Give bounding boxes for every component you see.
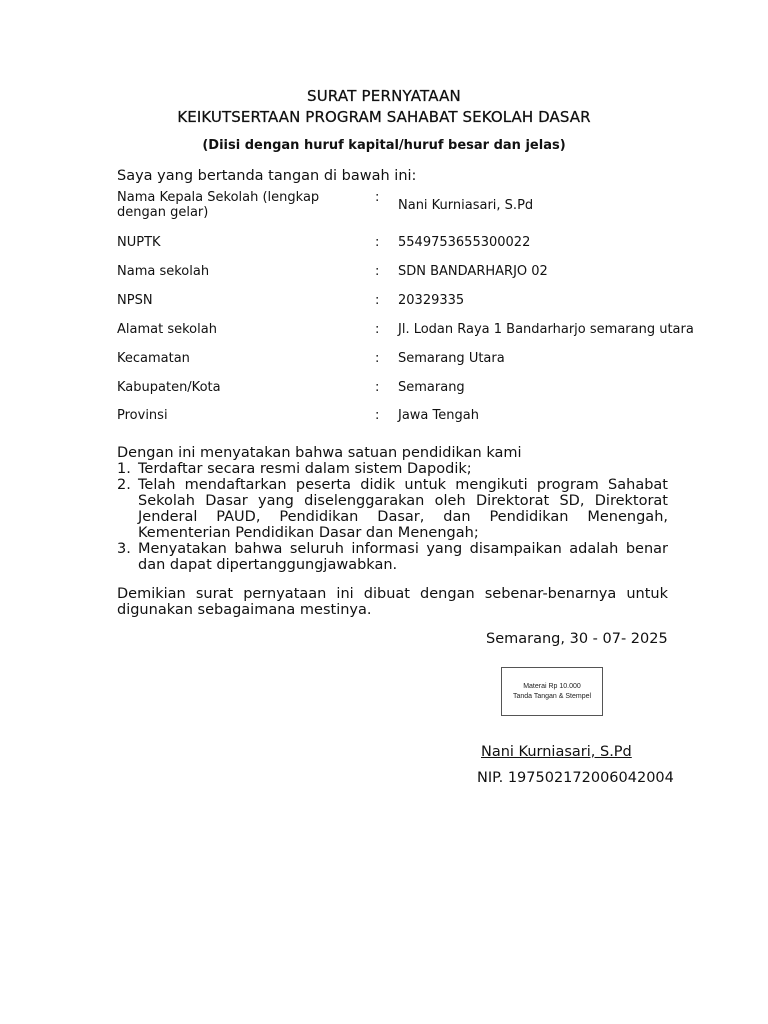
field-label: NUPTK [117,235,161,250]
document-title: SURAT PERNYATAAN [307,87,461,105]
field-colon: : [375,408,380,423]
field-colon: : [375,235,380,250]
field-colon: : [375,190,380,205]
field-colon: : [375,322,380,337]
field-colon: : [375,264,380,279]
stamp-box [501,667,603,716]
intro-text: Saya yang bertanda tangan di bawah ini: [117,168,417,184]
field-value: Jl. Lodan Raya 1 Bandarharjo semarang utara [398,322,694,337]
document-subtitle: KEIKUTSERTAAN PROGRAM SAHABAT SEKOLAH DASAR [177,108,591,126]
statement-number: 1. [117,461,131,477]
signature-stamp-label: Tanda Tangan & Stempel [512,693,592,700]
stamp-duty-label: Materai Rp 10.000 [523,683,581,690]
field-value: SDN BANDARHARJO 02 [398,264,548,279]
fill-instruction: (Diisi dengan huruf kapital/huruf besar dan jelas) [202,138,566,153]
field-label: Alamat sekolah [117,322,217,337]
statement-number: 2. [117,477,131,493]
field-value: 5549753655300022 [398,235,531,250]
field-label: Nama sekolah [117,264,210,279]
field-label: Kecamatan [117,351,190,366]
statement-item [117,461,668,477]
field-value: Nani Kurniasari, S.Pd [398,198,534,213]
statement-text: Terdaftar secara resmi dalam sistem Dapodik; [138,461,472,477]
field-value: Semarang [398,380,465,395]
field-colon: : [375,293,380,308]
statement-item [117,541,668,573]
field-value: Semarang Utara [398,351,505,366]
field-label: NPSN [117,293,153,308]
field-colon: : [375,351,380,366]
closing-paragraph: Demikian surat pernyataan ini dibuat dengan sebenar-benarnya untuk digunakan sebagaimana mestinya. [117,586,668,618]
statement-list [117,461,668,573]
place-date: Semarang, 30 - 07- 2025 [486,631,668,647]
field-label: Provinsi [117,408,168,423]
statement-item [117,477,668,541]
field-colon: : [375,380,380,395]
statement-text: Menyatakan bahwa seluruh informasi yang disampaikan adalah benar dan dapat dipertanggungjawabkan. [138,541,668,573]
statement-text: Telah mendaftarkan peserta didik untuk mengikuti program Sahabat Sekolah Dasar yang diselenggarakan oleh Direktorat SD, Direktorat Jenderal PAUD, Pendidikan Dasar, dan Pendidikan Menengah, Kementerian Pendidikan Dasar dan Menengah; [138,477,668,541]
statement-number: 3. [117,541,131,557]
signer-name: Nani Kurniasari, S.Pd [481,744,632,760]
signer-nip: NIP. 197502172006042004 [477,770,674,786]
field-value: Jawa Tengah [398,408,479,423]
statement-intro: Dengan ini menyatakan bahwa satuan pendidikan kami [117,445,522,461]
field-label: Kabupaten/Kota [117,380,221,395]
field-label: Nama Kepala Sekolah (lengkap dengan gelar) [117,190,320,220]
field-value: 20329335 [398,293,465,308]
